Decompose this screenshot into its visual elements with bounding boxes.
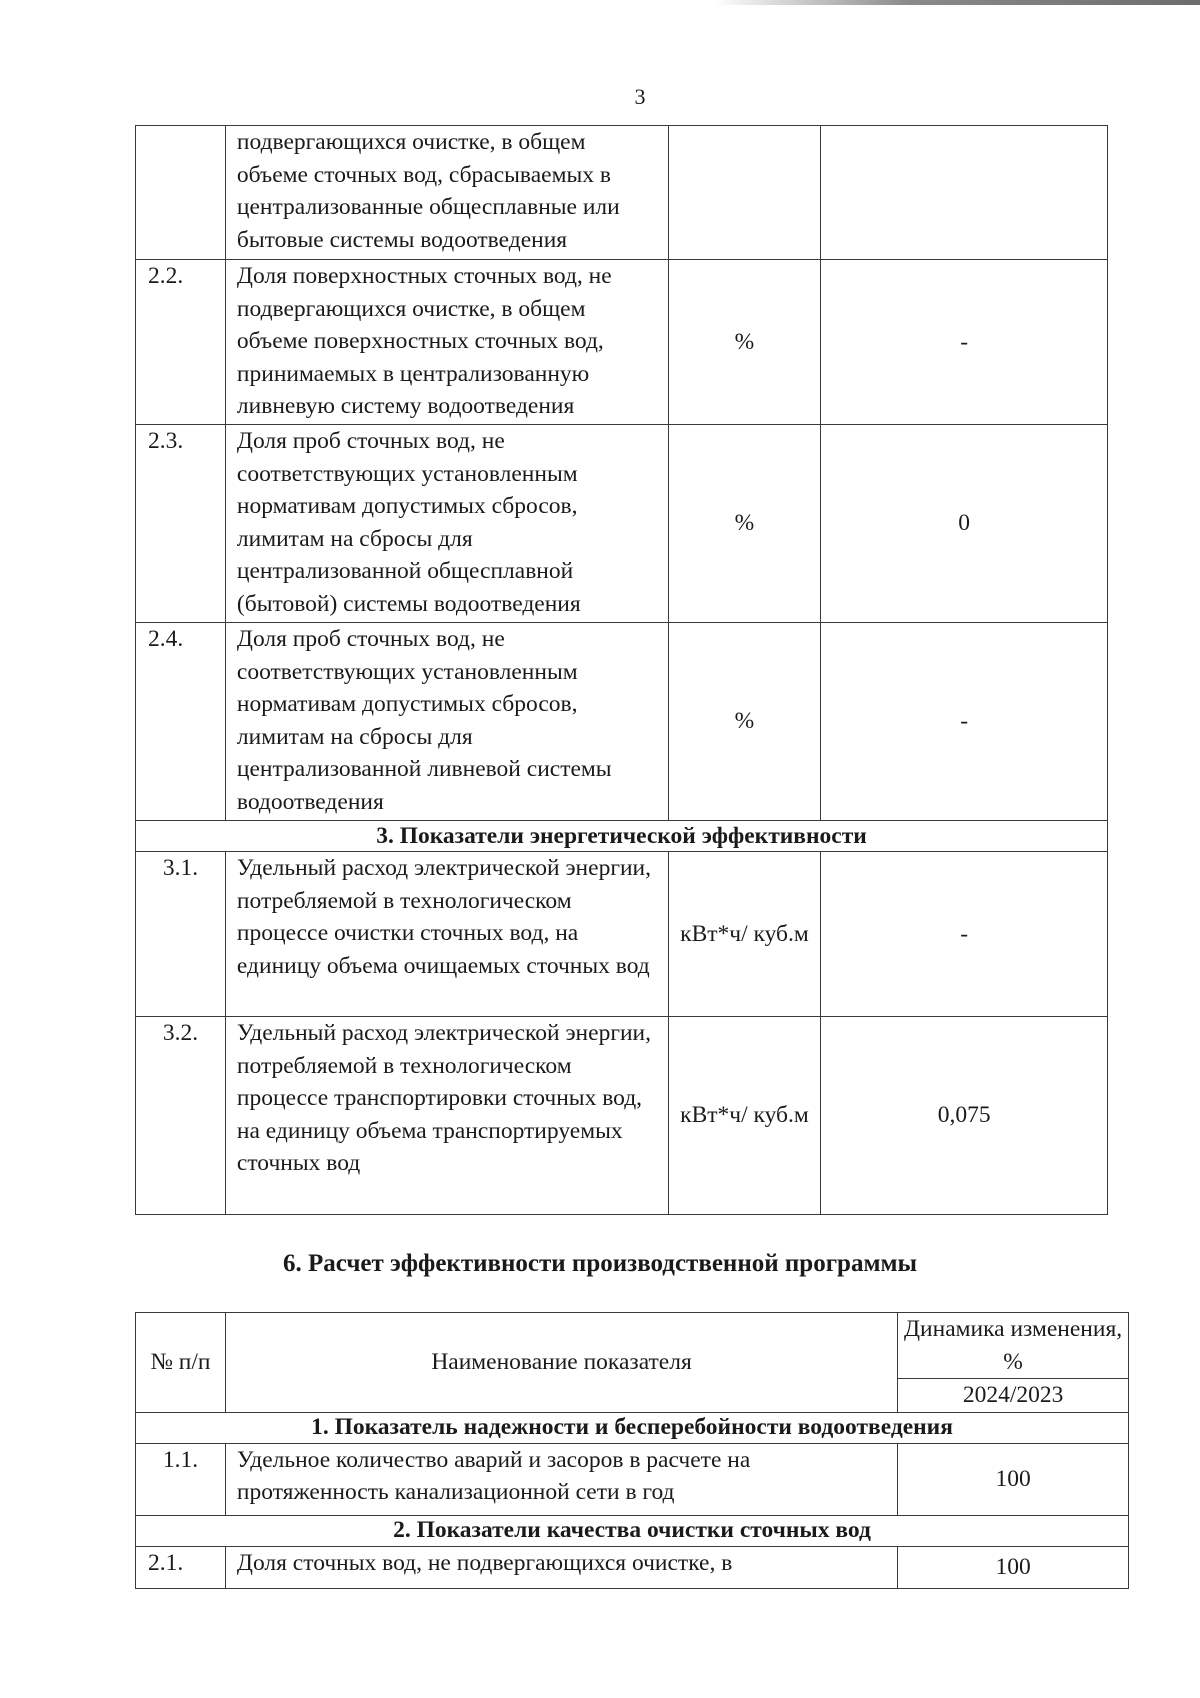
table-row [136,852,1108,1017]
indicators-table-continued [135,125,1108,1215]
indicator-name: Удельное количество аварий и засоров в расчете на протяженность канализационной сети в год [225,1443,897,1515]
section-heading-energy: 3. Показатели энергетической эффективности [136,821,1108,852]
section-row [136,1412,1129,1443]
unit-cell: % [668,260,821,425]
section-heading-reliability: 1. Показатель надежности и бесперебойности водоотведения [136,1412,1129,1443]
section-heading-quality: 2. Показатели качества очистки сточных вод [136,1515,1129,1546]
unit-cell: кВт*ч/ куб.м [668,1017,821,1215]
table-row [136,1443,1129,1515]
scan-edge [715,0,1200,5]
value-cell [821,126,1108,260]
unit-cell: % [668,425,821,623]
value-cell: 100 [898,1546,1129,1588]
indicator-name: подвергающихся очистке, в общем объеме сточных вод, сбрасываемых в централизованные общесплавные или бытовые системы водоотведения [225,126,668,260]
page-number: 3 [634,84,646,109]
row-number: 2.3. [136,425,226,623]
value-cell: 0,075 [821,1017,1108,1215]
header-indicator-name: Наименование показателя [225,1313,897,1413]
section-row [136,1515,1129,1546]
value-cell: - [821,623,1108,821]
indicator-name: Доля сточных вод, не подвергающихся очистке, в [225,1546,897,1588]
row-number: 3.2. [136,1017,226,1215]
value-cell: - [821,260,1108,425]
row-number: 2.2. [136,260,226,425]
header-number: № п/п [136,1313,226,1413]
indicator-name: Удельный расход электрической энергии, потребляемой в технологическом процессе очистки сточных вод, на единицу объема очищаемых сточных вод [225,852,668,1017]
row-number: 1.1. [136,1443,226,1515]
table-row [136,1546,1129,1588]
section-title: 6. Расчет эффективности производственной программы [282,1250,918,1277]
unit-cell: % [668,623,821,821]
table-row [136,425,1108,623]
row-number: 2.1. [136,1546,226,1588]
table-row [136,1017,1108,1215]
value-cell: 0 [821,425,1108,623]
header-dynamics: Динамика изменения, % [898,1313,1129,1379]
table-row [136,126,1108,260]
table-row [136,623,1108,821]
unit-cell: кВт*ч/ куб.м [668,852,821,1017]
header-period: 2024/2023 [898,1379,1129,1413]
indicator-name: Доля проб сточных вод, не соответствующих установленным нормативам допустимых сбросов, лимитам на сбросы для централизованной общесплавной (бытовой) системы водоотведения [225,425,668,623]
header-row [136,1313,1129,1379]
indicator-name: Удельный расход электрической энергии, потребляемой в технологическом процессе транспортировки сточных вод, на единицу объема транспортируемых сточных вод [225,1017,668,1215]
section-row [136,821,1108,852]
row-number [136,126,226,260]
value-cell: - [821,852,1108,1017]
table-row [136,260,1108,425]
efficiency-table [135,1312,1129,1589]
value-cell: 100 [898,1443,1129,1515]
indicator-name: Доля поверхностных сточных вод, не подвергающихся очистке, в общем объеме поверхностных сточных вод, принимаемых в централизованную ливневую систему водоотведения [225,260,668,425]
row-number: 2.4. [136,623,226,821]
row-number: 3.1. [136,852,226,1017]
unit-cell [668,126,821,260]
indicator-name: Доля проб сточных вод, не соответствующих установленным нормативам допустимых сбросов, лимитам на сбросы для централизованной ливневой системы водоотведения [225,623,668,821]
